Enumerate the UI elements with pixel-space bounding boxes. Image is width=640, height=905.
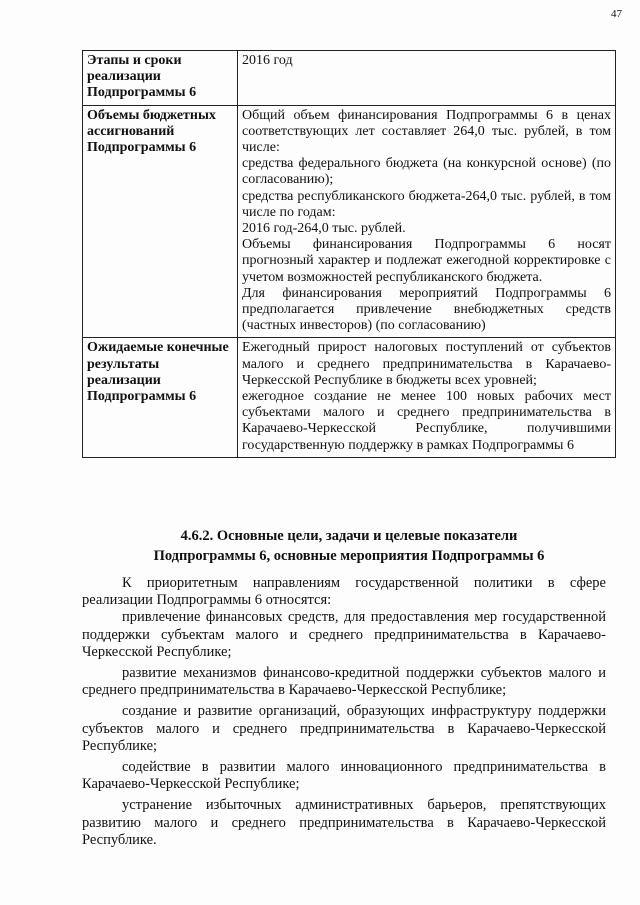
table-row	[83, 338, 616, 457]
value-line: Ежегодный прирост налоговых поступлений от субъектов малого и среднего предпринимательства в Карачаево-Черкесской Республике в бюджеты всех уровней;	[242, 340, 611, 388]
value-line: Для финансирования мероприятий Подпрограммы 6 предполагается привлечение внебюджетных средств (частных инвесторов) (по согласованию)	[242, 285, 611, 334]
paragraph: развитие механизмов финансово-кредитной поддержки субъектов малого и среднего предпринимательства в Карачаево-Черкесской Республике;	[82, 665, 606, 699]
body-text	[82, 575, 606, 853]
section-heading	[82, 526, 616, 566]
passport-table	[82, 50, 616, 458]
page-number: 47	[611, 8, 622, 20]
value-line: Общий объем финансирования Подпрограммы 6 в ценах соответствующих лет составляет 264,0 тыс. рублей, в том числе:	[242, 107, 611, 156]
row-label: Этапы и сроки реализации Подпрограммы 6	[83, 51, 238, 106]
value-line: средства республиканского бюджета-264,0 тыс. рублей, в том числе по годам:	[242, 188, 611, 220]
value-line: 2016 год-264,0 тыс. рублей.	[242, 221, 406, 237]
table-row	[83, 51, 616, 106]
value-line: 2016 год	[242, 53, 293, 68]
row-label: Объемы бюджетных ассигнований Подпрограммы 6	[83, 105, 238, 338]
paragraph: устранение избыточных административных барьеров, препятствующих развитию малого и среднего предпринимательства в Карачаево-Черкесской Республике.	[82, 797, 606, 848]
paragraph: содействие в развитии малого инновационного предпринимательства в Карачаево-Черкесской Республике;	[82, 759, 606, 793]
section-heading-line: 4.6.2. Основные цели, задачи и целевые показатели	[180, 528, 518, 544]
value-line: Объемы финансирования Подпрограммы 6 носят прогнозный характер и подлежат ежегодной корректировке с учетом возможностей республиканского бюджета.	[242, 237, 611, 285]
table-row	[83, 105, 616, 338]
row-value	[238, 338, 616, 457]
value-line: средства федерального бюджета (на конкурсной основе) (по согласованию);	[242, 156, 611, 188]
section-heading-line: Подпрограммы 6, основные мероприятия Подпрограммы 6	[153, 548, 545, 564]
paragraph: К приоритетным направлениям государственной политики в сфере реализации Подпрограммы 6 относятся:	[82, 575, 606, 609]
row-label: Ожидаемые конечные результаты реализации Подпрограммы 6	[83, 338, 238, 457]
paragraph: создание и развитие организаций, образующих инфраструктуру поддержки субъектов малого и среднего предпринимательства в Карачаево-Черкесской Республике;	[82, 703, 606, 754]
row-value	[238, 105, 616, 338]
paragraph: привлечение финансовых средств, для предоставления мер государственной поддержки субъектам малого и среднего предпринимательства в Карачаево-Черкесской Республике;	[82, 609, 606, 660]
value-line: ежегодное создание не менее 100 новых рабочих мест субъектами малого и среднего предпринимательства в Карачаево-Черкесской Республике, получившими государственную поддержку в рамках Подпрограммы 6	[242, 389, 611, 453]
row-value	[238, 51, 616, 106]
